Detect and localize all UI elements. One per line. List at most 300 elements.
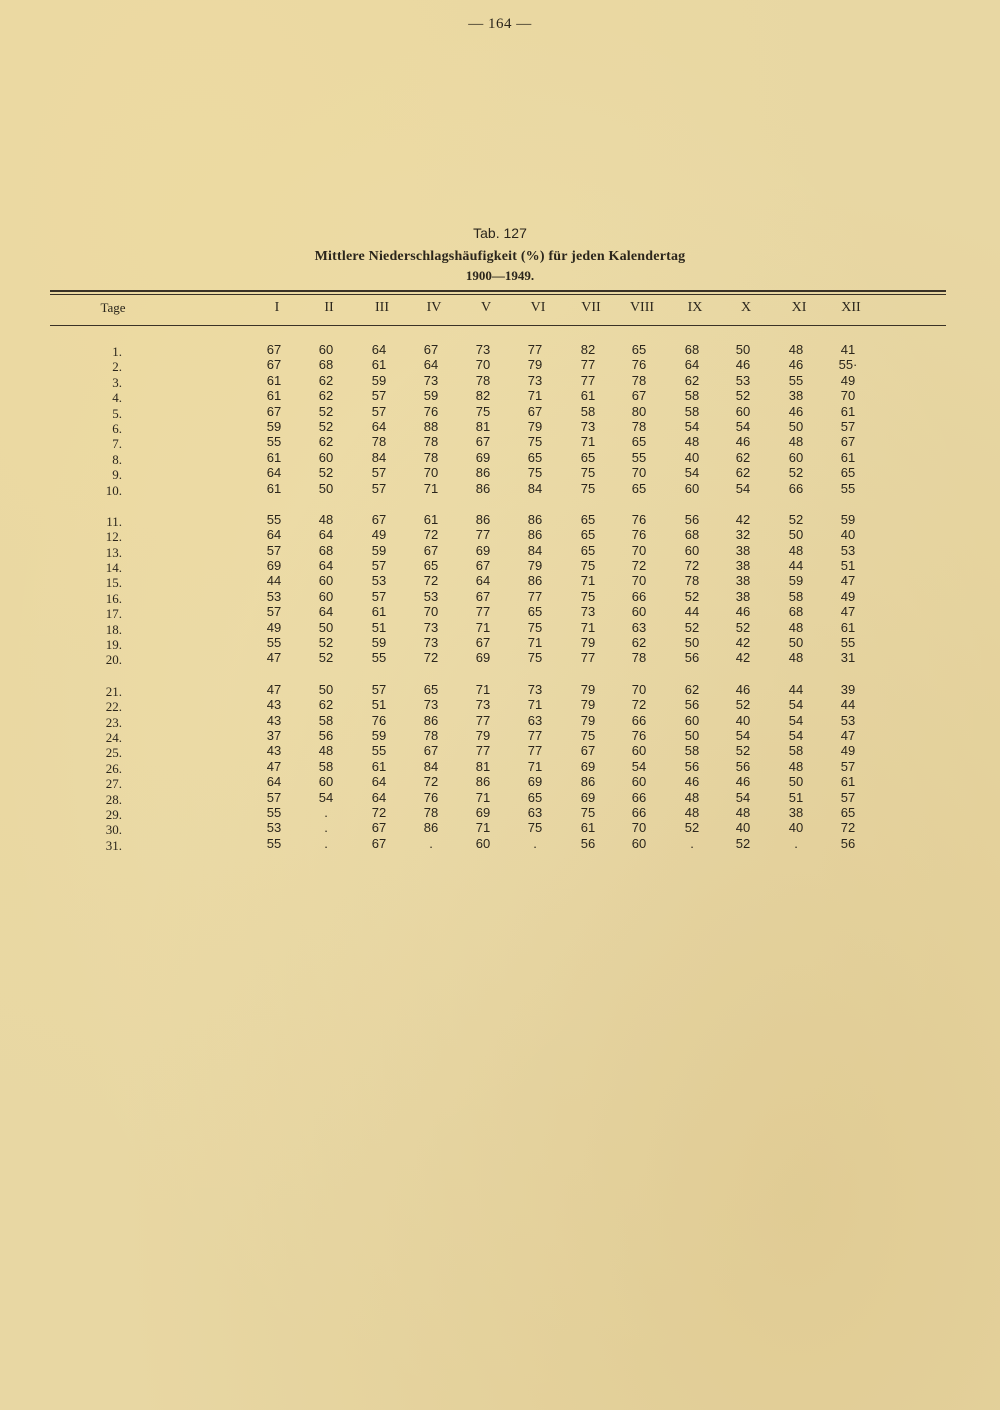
table-row xyxy=(0,604,1000,622)
table-row xyxy=(0,404,1000,419)
table-header-rule xyxy=(50,325,946,326)
table-cell: 77 xyxy=(527,342,543,357)
table-cell: 67 xyxy=(266,357,282,373)
table-cell: 75 xyxy=(527,619,543,635)
table-cell: 59 xyxy=(266,418,282,434)
table-cell: 79 xyxy=(527,357,543,373)
table-cell: 59 xyxy=(371,542,387,558)
table-row xyxy=(0,682,1000,697)
table-cell: 59 xyxy=(371,635,387,651)
table-row xyxy=(0,805,1000,820)
table-cell: 48 xyxy=(788,542,804,558)
table-cell: 71 xyxy=(527,635,543,651)
table-cell: 40 xyxy=(788,820,804,836)
table-cell: 61 xyxy=(266,449,282,465)
table-cell: 60 xyxy=(735,403,751,419)
table-cell: 42 xyxy=(735,650,751,666)
table-cell: 75 xyxy=(527,820,543,836)
table-cell: 73 xyxy=(580,418,596,434)
table-cell: 55 xyxy=(840,480,856,496)
table-cell: 75 xyxy=(580,558,596,574)
table-cell: 62 xyxy=(631,635,647,651)
table-cell: 56 xyxy=(684,697,700,713)
table-cell: 71 xyxy=(475,619,491,635)
table-cell: 68 xyxy=(788,604,804,620)
table-cell: 78 xyxy=(631,372,647,388)
table-cell: 62 xyxy=(318,388,334,404)
table-cell: 60 xyxy=(684,712,700,728)
table-cell: 71 xyxy=(423,480,439,496)
table-cell: 55 xyxy=(631,449,647,465)
table-cell: 58 xyxy=(788,743,804,759)
table-cell: 56 xyxy=(580,835,596,851)
table-cell: 78 xyxy=(631,650,647,666)
table-cell: 78 xyxy=(423,804,439,820)
table-cell: 77 xyxy=(580,357,596,373)
month-header: VIII xyxy=(629,300,655,315)
table-cell: 46 xyxy=(788,357,804,373)
table-cell: 62 xyxy=(735,465,751,481)
table-row xyxy=(0,434,1000,452)
table-cell: 67 xyxy=(475,588,491,604)
row-group-gap xyxy=(0,666,1000,682)
table-row xyxy=(0,759,1000,774)
table-cell: 67 xyxy=(580,743,596,759)
table-cell: 48 xyxy=(684,789,700,805)
month-header: XII xyxy=(841,300,861,315)
table-cell: 56 xyxy=(684,511,700,527)
table-cell: 73 xyxy=(423,372,439,388)
days-column-header: Tage xyxy=(100,300,126,315)
table-cell: 54 xyxy=(788,727,804,743)
table-cell: 57 xyxy=(371,588,387,604)
table-cell: 50 xyxy=(318,480,334,496)
table-row xyxy=(0,388,1000,406)
table-cell: 57 xyxy=(266,604,282,620)
table-cell: 72 xyxy=(631,558,647,574)
table-cell: 64 xyxy=(318,527,334,543)
table-cell: 64 xyxy=(371,789,387,805)
table-cell: 71 xyxy=(580,434,596,450)
day-label: 19. xyxy=(105,637,122,653)
table-cell: 55· xyxy=(838,357,858,373)
table-cell: 40 xyxy=(735,712,751,728)
table-cell: 40 xyxy=(840,527,856,543)
day-label: 26. xyxy=(105,760,122,776)
table-cell: 49 xyxy=(371,527,387,543)
table-cell: 61 xyxy=(371,604,387,620)
day-label: 21. xyxy=(105,683,122,699)
table-cell: 41 xyxy=(840,342,856,357)
table-row xyxy=(0,743,1000,761)
day-label: 2. xyxy=(112,359,122,375)
table-cell: 54 xyxy=(735,789,751,805)
table-cell: 58 xyxy=(684,403,700,419)
table-cell: 52 xyxy=(788,465,804,481)
table-cell: 55 xyxy=(266,804,282,820)
table-cell: 61 xyxy=(580,820,596,836)
table-cell: 46 xyxy=(735,357,751,373)
table-cell: 86 xyxy=(475,511,491,527)
table-cell: 67 xyxy=(475,635,491,651)
table-cell: 53 xyxy=(266,588,282,604)
table-row xyxy=(0,465,1000,483)
table-cell: 72 xyxy=(423,527,439,543)
row-group-gap xyxy=(0,496,1000,512)
table-cell: 51 xyxy=(788,789,804,805)
table-cell: 73 xyxy=(423,635,439,651)
table-cell: 67 xyxy=(475,558,491,574)
day-label: 15. xyxy=(105,575,122,591)
table-cell: 43 xyxy=(266,697,282,713)
table-cell: 61 xyxy=(840,774,856,790)
day-label: 9. xyxy=(112,467,122,483)
month-header: IV xyxy=(426,300,442,315)
table-cell: 38 xyxy=(735,542,751,558)
table-cell: 70 xyxy=(631,542,647,558)
table-cell: 71 xyxy=(475,681,491,697)
table-cell: 60 xyxy=(631,604,647,620)
table-cell: 53 xyxy=(266,820,282,836)
day-label: 31. xyxy=(105,837,122,853)
table-cell: 48 xyxy=(788,758,804,774)
table-cell: 60 xyxy=(318,449,334,465)
table-cell: 37 xyxy=(266,727,282,743)
table-cell: 86 xyxy=(475,480,491,496)
table-cell: 42 xyxy=(735,511,751,527)
table-row xyxy=(0,450,1000,465)
table-cell: 60 xyxy=(631,743,647,759)
table-cell: 82 xyxy=(475,388,491,404)
table-cell: 66 xyxy=(631,588,647,604)
day-label: 24. xyxy=(105,729,122,745)
day-label: 25. xyxy=(105,745,122,761)
table-cell: 47 xyxy=(840,727,856,743)
day-label: 6. xyxy=(112,420,122,436)
table-cell: 53 xyxy=(423,588,439,604)
table-cell: 70 xyxy=(423,465,439,481)
table-cell: 50 xyxy=(788,527,804,543)
table-cell: . xyxy=(324,835,328,851)
table-cell: 52 xyxy=(684,820,700,836)
table-cell: 61 xyxy=(840,403,856,419)
table-cell: 38 xyxy=(735,558,751,574)
table-cell: 76 xyxy=(423,789,439,805)
table-cell: 70 xyxy=(631,465,647,481)
table-cell: 49 xyxy=(840,588,856,604)
table-cell: 63 xyxy=(631,619,647,635)
table-cell: 47 xyxy=(840,604,856,620)
table-cell: 73 xyxy=(475,697,491,713)
table-cell: 52 xyxy=(735,619,751,635)
table-cell: 66 xyxy=(631,789,647,805)
table-cell: 72 xyxy=(423,774,439,790)
table-cell: 61 xyxy=(266,480,282,496)
table-row xyxy=(0,790,1000,805)
table-cell: 54 xyxy=(735,418,751,434)
table-cell: 64 xyxy=(266,527,282,543)
table-cell: 60 xyxy=(788,449,804,465)
table-cell: 57 xyxy=(371,558,387,574)
table-cell: 62 xyxy=(318,697,334,713)
table-cell: 60 xyxy=(318,573,334,589)
table-row xyxy=(0,635,1000,653)
day-label: 22. xyxy=(105,699,122,715)
table-cell: 51 xyxy=(371,619,387,635)
table-row xyxy=(0,481,1000,496)
table-cell: 77 xyxy=(580,650,596,666)
table-cell: 86 xyxy=(580,774,596,790)
table-cell: 48 xyxy=(318,743,334,759)
day-label: 28. xyxy=(105,791,122,807)
table-cell: 61 xyxy=(371,357,387,373)
table-cell: 59 xyxy=(371,372,387,388)
table-cell: 67 xyxy=(423,342,439,357)
table-cell: . xyxy=(794,835,798,851)
table-row xyxy=(0,650,1000,668)
table-cell: 67 xyxy=(266,342,282,357)
table-cell: 55 xyxy=(266,511,282,527)
table-cell: 77 xyxy=(475,604,491,620)
table-cell: 50 xyxy=(788,774,804,790)
table-cell: 72 xyxy=(371,804,387,820)
day-label: 16. xyxy=(105,590,122,606)
table-header-row xyxy=(0,300,1000,318)
table-cell: 86 xyxy=(423,712,439,728)
table-cell: 60 xyxy=(318,774,334,790)
table-cell: 75 xyxy=(580,727,596,743)
table-cell: 52 xyxy=(684,619,700,635)
table-cell: 75 xyxy=(527,465,543,481)
table-cell: 86 xyxy=(475,774,491,790)
table-cell: 61 xyxy=(423,511,439,527)
table-cell: 60 xyxy=(318,588,334,604)
table-cell: 62 xyxy=(684,372,700,388)
day-label: 3. xyxy=(112,374,122,390)
table-cell: 75 xyxy=(580,480,596,496)
table-cell: 69 xyxy=(475,449,491,465)
table-cell: 65 xyxy=(580,542,596,558)
table-cell: 86 xyxy=(475,465,491,481)
table-cell: 71 xyxy=(527,388,543,404)
table-cell: 58 xyxy=(318,712,334,728)
table-cell: 78 xyxy=(423,727,439,743)
table-cell: 57 xyxy=(840,758,856,774)
table-cell: 67 xyxy=(475,434,491,450)
table-cell: 55 xyxy=(266,635,282,651)
table-cell: 40 xyxy=(684,449,700,465)
table-cell: 65 xyxy=(527,449,543,465)
table-cell: 71 xyxy=(580,619,596,635)
table-cell: 55 xyxy=(371,743,387,759)
month-header: VI xyxy=(530,300,546,315)
table-cell: 54 xyxy=(788,697,804,713)
table-cell: 73 xyxy=(527,372,543,388)
day-label: 14. xyxy=(105,560,122,576)
table-cell: 60 xyxy=(475,835,491,851)
table-cell: 68 xyxy=(684,342,700,357)
day-label: 8. xyxy=(112,451,122,467)
table-cell: 56 xyxy=(684,650,700,666)
day-label: 29. xyxy=(105,806,122,822)
table-cell: . xyxy=(324,804,328,820)
table-cell: 69 xyxy=(475,542,491,558)
table-cell: 72 xyxy=(840,820,856,836)
table-cell: 88 xyxy=(423,418,439,434)
table-cell: 50 xyxy=(788,418,804,434)
table-cell: 54 xyxy=(631,758,647,774)
table-cell: 46 xyxy=(735,774,751,790)
table-cell: 72 xyxy=(423,573,439,589)
table-cell: 72 xyxy=(631,697,647,713)
table-cell: 44 xyxy=(788,681,804,697)
table-cell: 67 xyxy=(423,743,439,759)
table-cell: 86 xyxy=(527,573,543,589)
table-cell: 79 xyxy=(580,681,596,697)
table-cell: 84 xyxy=(371,449,387,465)
table-cell: 78 xyxy=(423,449,439,465)
table-cell: 68 xyxy=(318,542,334,558)
table-cell: 65 xyxy=(631,434,647,450)
table-cell: 47 xyxy=(266,681,282,697)
table-cell: 52 xyxy=(735,697,751,713)
table-cell: 44 xyxy=(788,558,804,574)
table-cell: 55 xyxy=(840,635,856,651)
table-cell: 48 xyxy=(684,804,700,820)
table-cell: 46 xyxy=(735,681,751,697)
table-cell: 76 xyxy=(631,511,647,527)
table-cell: 52 xyxy=(318,418,334,434)
table-cell: 51 xyxy=(371,697,387,713)
table-cell: 38 xyxy=(735,573,751,589)
table-cell: 46 xyxy=(735,434,751,450)
table-cell: 44 xyxy=(266,573,282,589)
table-cell: 50 xyxy=(684,727,700,743)
table-cell: 64 xyxy=(684,357,700,373)
table-cell: 65 xyxy=(423,558,439,574)
table-cell: 56 xyxy=(840,835,856,851)
table-cell: 63 xyxy=(527,712,543,728)
table-cell: 60 xyxy=(318,342,334,357)
table-cell: 70 xyxy=(631,681,647,697)
table-cell: 61 xyxy=(266,388,282,404)
table-cell: 61 xyxy=(266,372,282,388)
table-cell: 57 xyxy=(266,542,282,558)
table-cell: 57 xyxy=(371,465,387,481)
table-cell: 84 xyxy=(423,758,439,774)
table-cell: 43 xyxy=(266,743,282,759)
table-cell: 72 xyxy=(423,650,439,666)
table-row xyxy=(0,419,1000,434)
table-cell: 55 xyxy=(371,650,387,666)
table-row xyxy=(0,713,1000,728)
table-cell: 58 xyxy=(684,743,700,759)
table-cell: 67 xyxy=(371,820,387,836)
table-cell: 65 xyxy=(580,527,596,543)
table-cell: 86 xyxy=(527,527,543,543)
day-label: 7. xyxy=(112,436,122,452)
table-cell: 52 xyxy=(684,588,700,604)
day-label: 30. xyxy=(105,822,122,838)
table-cell: 79 xyxy=(580,697,596,713)
day-label: 13. xyxy=(105,544,122,560)
table-cell: 82 xyxy=(580,342,596,357)
table-cell: 32 xyxy=(735,527,751,543)
table-cell: 48 xyxy=(788,619,804,635)
table-cell: 71 xyxy=(527,758,543,774)
table-cell: 65 xyxy=(580,511,596,527)
table-cell: 48 xyxy=(788,650,804,666)
table-cell: 71 xyxy=(527,697,543,713)
table-cell: 52 xyxy=(318,635,334,651)
month-header: XI xyxy=(791,300,807,315)
table-cell: 57 xyxy=(371,681,387,697)
table-cell: 31 xyxy=(840,650,856,666)
table-cell: 57 xyxy=(371,388,387,404)
table-cell: 68 xyxy=(684,527,700,543)
table-cell: . xyxy=(429,835,433,851)
table-cell: 86 xyxy=(423,820,439,836)
table-cell: 69 xyxy=(475,804,491,820)
table-cell: 58 xyxy=(580,403,596,419)
page-number: — 164 — xyxy=(468,16,532,32)
table-cell: 38 xyxy=(735,588,751,604)
table-cell: 77 xyxy=(527,588,543,604)
table-cell: 78 xyxy=(423,434,439,450)
table-cell: 38 xyxy=(788,388,804,404)
table-cell: 73 xyxy=(527,681,543,697)
table-cell: 65 xyxy=(423,681,439,697)
table-cell: 65 xyxy=(580,449,596,465)
table-period: 1900—1949. xyxy=(465,268,535,283)
table-cell: 76 xyxy=(631,357,647,373)
table-cell: 49 xyxy=(840,372,856,388)
day-label: 10. xyxy=(105,482,122,498)
table-cell: 76 xyxy=(631,727,647,743)
table-cell: 65 xyxy=(631,480,647,496)
table-cell: 73 xyxy=(580,604,596,620)
table-cell: 73 xyxy=(475,342,491,357)
table-cell: 46 xyxy=(735,604,751,620)
day-label: 18. xyxy=(105,621,122,637)
table-cell: 59 xyxy=(840,511,856,527)
table-cell: 78 xyxy=(631,418,647,434)
table-cell: 77 xyxy=(580,372,596,388)
table-cell: 86 xyxy=(527,511,543,527)
table-cell: 44 xyxy=(684,604,700,620)
table-body xyxy=(0,342,1000,851)
table-cell: 57 xyxy=(371,403,387,419)
table-cell: 57 xyxy=(371,480,387,496)
table-cell: 64 xyxy=(371,418,387,434)
table-cell: 43 xyxy=(266,712,282,728)
table-cell: 75 xyxy=(475,403,491,419)
table-cell: 59 xyxy=(788,573,804,589)
table-top-rule-thin xyxy=(50,294,946,295)
table-top-rule xyxy=(50,290,946,292)
table-cell: 65 xyxy=(527,789,543,805)
table-row xyxy=(0,836,1000,851)
table-cell: 56 xyxy=(318,727,334,743)
table-cell: 52 xyxy=(788,511,804,527)
table-cell: 56 xyxy=(735,758,751,774)
table-cell: . xyxy=(690,835,694,851)
table-cell: 50 xyxy=(318,681,334,697)
table-cell: 55 xyxy=(266,835,282,851)
table-cell: 60 xyxy=(631,835,647,851)
table-cell: 62 xyxy=(318,434,334,450)
table-cell: 80 xyxy=(631,403,647,419)
